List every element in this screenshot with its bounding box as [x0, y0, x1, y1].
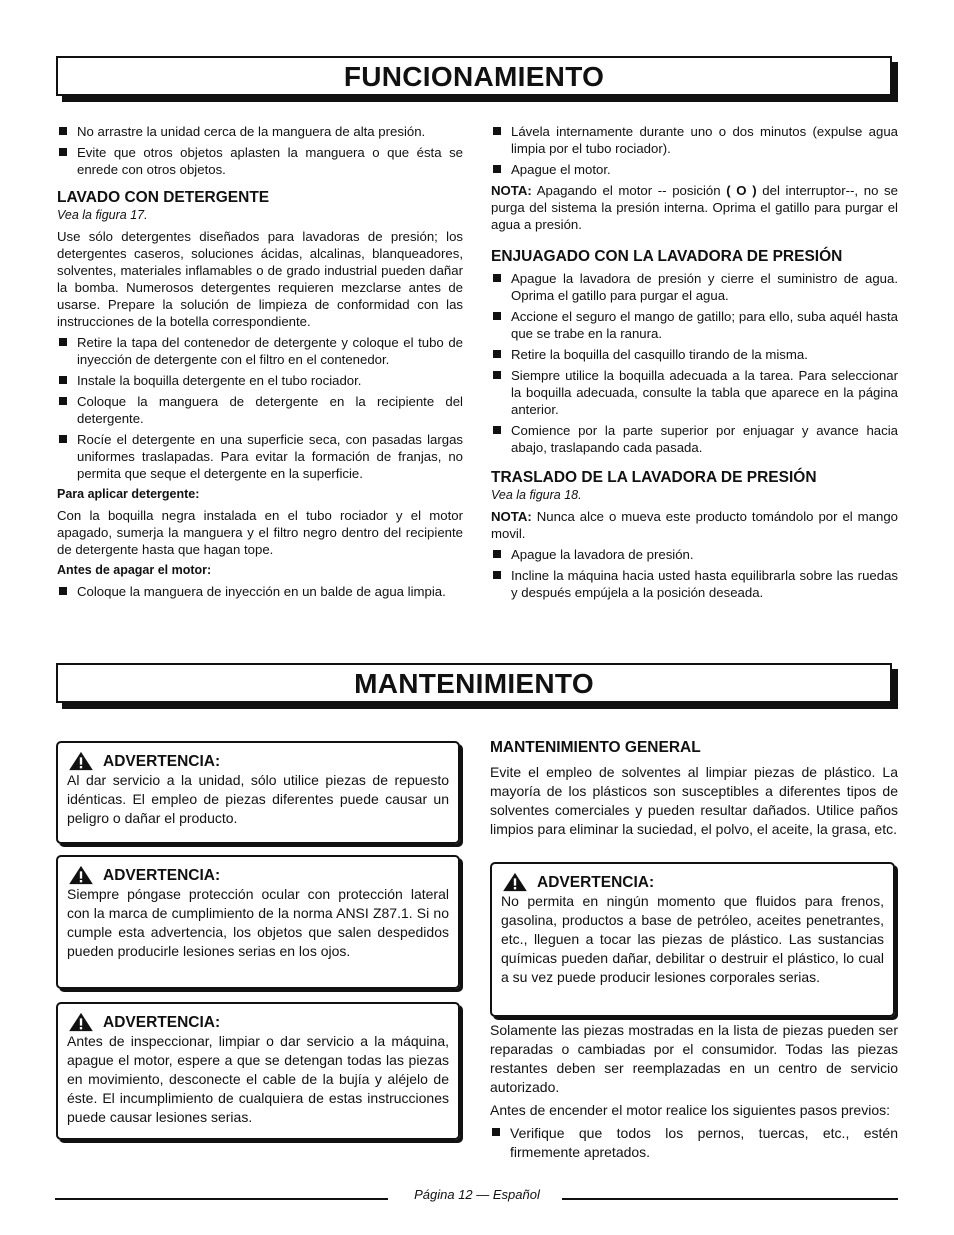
- note: [491, 508, 898, 542]
- list-item: Coloque la manguera de detergente en la recipiente del detergente.: [57, 393, 463, 427]
- bullet-list: [57, 123, 463, 178]
- list-item: Instale la boquilla detergente en el tubo rociador.: [57, 372, 463, 389]
- warning-triangle-icon: [67, 1012, 95, 1032]
- warning-header: [67, 751, 449, 771]
- warning-header: [67, 1012, 449, 1032]
- subheading-antes: Antes de apagar el motor:: [57, 563, 212, 577]
- warning-header: [501, 872, 884, 892]
- warning-box: [56, 855, 460, 989]
- maintenance-continued: [490, 1021, 898, 1166]
- subheading-aplicar: Para aplicar detergente:: [57, 487, 200, 501]
- list-item: Siempre utilice la boquilla adecuada a la tarea. Para seleccionar la boquilla adecuada, consulte la tabla que aparece en la página anterior.: [491, 367, 898, 418]
- list-item: Evite que otros objetos aplasten la manguera o que ésta se enrede con otros objetos.: [57, 144, 463, 178]
- list-item: Retire la boquilla del casquillo tirando de la misma.: [491, 346, 898, 363]
- section-banner-funcionamiento: [56, 56, 892, 96]
- note-text: Nunca alce o mueva este producto tomándolo por el mango movil.: [491, 509, 898, 541]
- list-item: Coloque la manguera de inyección en un balde de agua limpia.: [57, 583, 463, 600]
- heading-mantenimiento-general: MANTENIMIENTO GENERAL: [490, 739, 701, 756]
- paragraph: Con la boquilla negra instalada en el tubo rociador y el motor apagado, sumerja la manguera y el filtro negro dentro del recipiente de detergente hasta que hagan tope.: [57, 508, 463, 557]
- note-text: del interruptor--, no se purga del sistema la presión interna. Oprima el gatillo para purgar el agua a presión.: [491, 183, 898, 232]
- bullet-list: [491, 546, 898, 601]
- bullet-list: [491, 270, 898, 456]
- warning-box: [490, 862, 895, 1017]
- paragraph: Evite el empleo de solventes al limpiar piezas de plástico. La mayoría de los plásticos son susceptibles a diferentes tipos de solventes comerciales y pueden resultar dañados. Utilice paños limpios para eliminar la suciedad, el polvo, el aceite, la grasa, etc.: [490, 764, 898, 837]
- list-item: Verifique que todos los pernos, tuercas, etc., estén firmemente apretados.: [490, 1124, 898, 1162]
- warning-title: ADVERTENCIA:: [103, 1013, 221, 1031]
- paragraph: Use sólo detergentes diseñados para lavadoras de presión; los detergentes caseros, soluciones ácidas, alcalinas, blanqueadores, solventes, materiales inflamables o de grado industrial pueden dañar la bomba. Numerosos detergentes requieren mezclarse antes de usarse. Prepare la solución de limpieza de conformidad con las instrucciones de la botella correspondiente.: [57, 229, 463, 329]
- warning-title: ADVERTENCIA:: [537, 873, 655, 891]
- list-item: Comience por la parte superior por enjuagar y avance hacia abajo, traslapando cada pasada.: [491, 422, 898, 456]
- heading-lavado: LAVADO CON DETERGENTE: [57, 189, 270, 206]
- list-item: Apague la lavadora de presión.: [491, 546, 898, 563]
- bullet-list: [57, 334, 463, 482]
- section-banner-mantenimiento: [56, 663, 892, 703]
- list-item: No arrastre la unidad cerca de la manguera de alta presión.: [57, 123, 463, 140]
- note-label: NOTA:: [491, 183, 532, 198]
- right-column: [491, 123, 898, 605]
- switch-position: ( O ): [726, 183, 757, 198]
- warning-triangle-icon: [501, 872, 529, 892]
- warning-title: ADVERTENCIA:: [103, 866, 221, 884]
- warning-triangle-icon: [67, 865, 95, 885]
- list-item: Apague el motor.: [491, 161, 898, 178]
- warning-box: [56, 741, 460, 844]
- bullet-list: [57, 583, 463, 600]
- figure-reference: Vea la figura 18.: [491, 488, 582, 502]
- warning-box: [56, 1002, 460, 1140]
- heading-traslado: TRASLADO DE LA LAVADORA DE PRESIÓN: [491, 469, 817, 486]
- list-item: Retire la tapa del contenedor de detergente y coloque el tubo de inyección de detergente con el filtro en el contenedor.: [57, 334, 463, 368]
- list-item: Incline la máquina hacia usted hasta equilibrarla sobre las ruedas y después empújela a la posición deseada.: [491, 567, 898, 601]
- note: [491, 182, 898, 233]
- bullet-list: [491, 123, 898, 178]
- note-label: NOTA:: [491, 509, 532, 524]
- left-column: [57, 123, 463, 604]
- list-item: Accione el seguro el mango de gatillo; para ello, suba aquél hasta que se trabe en la ranura.: [491, 308, 898, 342]
- warning-header: [67, 865, 449, 885]
- maintenance-column: [490, 738, 898, 843]
- warning-text: Al dar servicio a la unidad, sólo utilice piezas de repuesto idénticas. El empleo de piezas diferentes puede causar un peligro o dañar el producto.: [67, 772, 449, 826]
- section-title: MANTENIMIENTO: [354, 668, 594, 699]
- heading-enjuagado: ENJUAGADO CON LA LAVADORA DE PRESIÓN: [491, 248, 843, 265]
- list-item: Rocíe el detergente en una superficie seca, con pasadas largas uniformes traslapadas. Para evitar la formación de franjas, no permita que seque el detergente en la superficie.: [57, 431, 463, 482]
- section-title: FUNCIONAMIENTO: [343, 61, 605, 92]
- warning-text: Antes de inspeccionar, limpiar o dar servicio a la máquina, apague el motor, espere a que se detengan todas las piezas en movimiento, desconecte el cable de la bujía y aléjelo de éste. El incumplimiento de cualquiera de estas instrucciones puede causar lesiones serias.: [67, 1033, 449, 1125]
- warning-text: Siempre póngase protección ocular con protección lateral con la marca de cumplimiento de la norma ANSI Z87.1. Si no cumple esta advertencia, los objetos que salen despedidos pueden producirle lesiones serias en los ojos.: [67, 886, 449, 959]
- warning-text: No permita en ningún momento que fluidos para frenos, gasolina, productos a base de petróleo, aceites penetrantes, etc., lleguen a tocar las piezas de plástico. Las sustancias químicas pueden dañar, debilitar o destruir el plástico, lo cual a su vez puede producir lesiones corporales serias.: [501, 893, 884, 985]
- paragraph: Antes de encender el motor realice los siguientes pasos previos:: [490, 1102, 890, 1118]
- page-footer: Página 12 — Español: [414, 1187, 540, 1202]
- warning-title: ADVERTENCIA:: [103, 752, 221, 770]
- warning-triangle-icon: [67, 751, 95, 771]
- bullet-list: [490, 1124, 898, 1162]
- list-item: Apague la lavadora de presión y cierre el suministro de agua. Oprima el gatillo para purgar el agua.: [491, 270, 898, 304]
- list-item: Lávela internamente durante uno o dos minutos (expulse agua limpia por el tubo rociador).: [491, 123, 898, 157]
- note-text: Apagando el motor -- posición: [531, 183, 727, 198]
- figure-reference: Vea la figura 17.: [57, 208, 148, 222]
- paragraph: Solamente las piezas mostradas en la lista de piezas pueden ser reparadas o cambiadas por el consumidor. Todas las piezas restantes deben ser reemplazadas en un centro de servicio autorizado.: [490, 1022, 898, 1095]
